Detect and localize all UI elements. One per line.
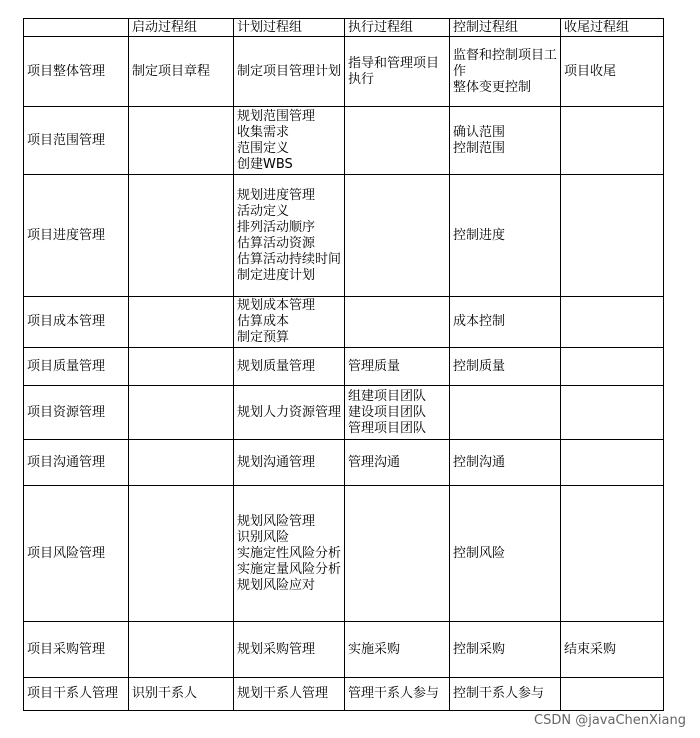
- initiating-process-cell: [129, 297, 234, 348]
- controlling-process-cell: [450, 622, 561, 678]
- controlling-process-cell: [450, 348, 561, 386]
- header-executing: 执行过程组: [345, 19, 450, 37]
- controlling-process-cell: [450, 107, 561, 175]
- process-item: 估算活动持续时间: [237, 251, 342, 267]
- table-row: [24, 107, 664, 175]
- executing-process-cell: [345, 486, 450, 622]
- knowledge-area-cell: 项目沟通管理: [24, 440, 129, 486]
- initiating-process-cell: [129, 37, 234, 107]
- process-item: 确认范围: [453, 124, 506, 140]
- knowledge-area-cell: 项目整体管理: [24, 37, 129, 107]
- executing-process-cell: [345, 622, 450, 678]
- planning-process-cell: [234, 386, 345, 440]
- process-item: 管理质量: [348, 358, 401, 374]
- process-item: 规划质量管理: [237, 358, 316, 374]
- process-item: 制定项目管理计划: [237, 63, 342, 79]
- header-planning: 计划过程组: [234, 19, 345, 37]
- process-item: 管理干系人参与: [348, 686, 440, 701]
- executing-process-cell: [345, 107, 450, 175]
- table-row: [24, 348, 664, 386]
- initiating-process-cell: [129, 622, 234, 678]
- process-item: 排列活动顺序: [237, 219, 316, 235]
- closing-process-cell: [561, 440, 664, 486]
- process-item: 控制范围: [453, 140, 506, 156]
- process-item: 规划人力资源管理: [237, 404, 342, 420]
- controlling-process-cell: [450, 175, 561, 297]
- header-controlling: 控制过程组: [450, 19, 561, 37]
- initiating-process-cell: [129, 348, 234, 386]
- closing-process-cell: [561, 37, 664, 107]
- executing-process-cell: [345, 297, 450, 348]
- planning-process-cell: [234, 348, 345, 386]
- process-item: 指导和管理项目执行: [348, 55, 440, 87]
- process-item: 规划采购管理: [237, 641, 316, 657]
- planning-process-cell: [234, 622, 345, 678]
- process-item: 规划风险应对: [237, 577, 316, 593]
- table-row: [24, 622, 664, 678]
- process-item: 制定项目章程: [132, 63, 211, 79]
- knowledge-area-cell: 项目资源管理: [24, 386, 129, 440]
- process-item: 规划沟通管理: [237, 454, 316, 470]
- executing-process-cell: [345, 678, 450, 711]
- process-item: 控制干系人参与: [453, 686, 545, 701]
- process-item: 实施定性风险分析: [237, 545, 342, 561]
- process-item: 项目收尾: [564, 63, 617, 79]
- table-row: [24, 486, 664, 622]
- table-header-row: [24, 19, 664, 37]
- table-row: [24, 440, 664, 486]
- closing-process-cell: [561, 348, 664, 386]
- watermark: CSDN @javaChenXiang: [534, 713, 686, 728]
- process-item: 整体变更控制: [453, 79, 532, 95]
- closing-process-cell: [561, 622, 664, 678]
- planning-process-cell: [234, 107, 345, 175]
- process-item: 建设项目团队: [348, 404, 427, 420]
- initiating-process-cell: [129, 440, 234, 486]
- planning-process-cell: [234, 175, 345, 297]
- controlling-process-cell: [450, 486, 561, 622]
- planning-process-cell: [234, 678, 345, 711]
- process-item: 估算成本: [237, 314, 290, 329]
- table-row: [24, 297, 664, 348]
- process-item: 制定进度计划: [237, 267, 316, 283]
- controlling-process-cell: [450, 297, 561, 348]
- closing-process-cell: [561, 107, 664, 175]
- process-item: 结束采购: [564, 641, 617, 657]
- controlling-process-cell: [450, 440, 561, 486]
- process-item: 控制采购: [453, 641, 506, 657]
- process-item: 范围定义: [237, 140, 290, 156]
- closing-process-cell: [561, 175, 664, 297]
- process-item: 实施采购: [348, 641, 401, 657]
- process-item: 控制质量: [453, 358, 506, 374]
- knowledge-area-cell: 项目风险管理: [24, 486, 129, 622]
- knowledge-area-cell: 项目质量管理: [24, 348, 129, 386]
- table-row: [24, 678, 664, 711]
- process-item: 制定预算: [237, 330, 290, 345]
- process-item: 活动定义: [237, 203, 290, 219]
- table-row: [24, 175, 664, 297]
- header-initiating: 启动过程组: [129, 19, 234, 37]
- process-item: 估算活动资源: [237, 235, 316, 251]
- process-item: 规划干系人管理: [237, 686, 329, 701]
- table-body: [24, 37, 664, 711]
- knowledge-area-cell: 项目成本管理: [24, 297, 129, 348]
- header-closing: 收尾过程组: [561, 19, 664, 37]
- planning-process-cell: [234, 486, 345, 622]
- process-item: 实施定量风险分析: [237, 561, 342, 577]
- process-item: 管理项目团队: [348, 420, 427, 436]
- executing-process-cell: [345, 175, 450, 297]
- initiating-process-cell: [129, 175, 234, 297]
- planning-process-cell: [234, 297, 345, 348]
- executing-process-cell: [345, 348, 450, 386]
- process-item: 监督和控制项目工作: [453, 47, 558, 79]
- process-item: 控制进度: [453, 227, 506, 243]
- closing-process-cell: [561, 486, 664, 622]
- process-item: 成本控制: [453, 314, 506, 329]
- process-item: 识别风险: [237, 529, 290, 545]
- process-item: 组建项目团队: [348, 388, 427, 404]
- initiating-process-cell: [129, 486, 234, 622]
- knowledge-area-cell: 项目干系人管理: [24, 678, 129, 711]
- process-item: 收集需求: [237, 124, 290, 140]
- controlling-process-cell: [450, 386, 561, 440]
- knowledge-area-cell: 项目范围管理: [24, 107, 129, 175]
- process-item: 创建WBS: [237, 156, 293, 172]
- initiating-process-cell: [129, 386, 234, 440]
- executing-process-cell: [345, 37, 450, 107]
- process-item: 控制沟通: [453, 454, 506, 470]
- closing-process-cell: [561, 386, 664, 440]
- knowledge-area-cell: 项目进度管理: [24, 175, 129, 297]
- executing-process-cell: [345, 440, 450, 486]
- process-item: 规划成本管理: [237, 298, 316, 313]
- planning-process-cell: [234, 37, 345, 107]
- controlling-process-cell: [450, 678, 561, 711]
- process-item: 规划进度管理: [237, 187, 316, 203]
- process-item: 管理沟通: [348, 454, 401, 470]
- process-item: 识别干系人: [132, 686, 198, 701]
- closing-process-cell: [561, 297, 664, 348]
- executing-process-cell: [345, 386, 450, 440]
- planning-process-cell: [234, 440, 345, 486]
- header-corner: [24, 19, 129, 37]
- closing-process-cell: [561, 678, 664, 711]
- initiating-process-cell: [129, 107, 234, 175]
- process-group-table: [23, 18, 664, 711]
- knowledge-area-cell: 项目采购管理: [24, 622, 129, 678]
- controlling-process-cell: [450, 37, 561, 107]
- initiating-process-cell: [129, 678, 234, 711]
- table-row: [24, 386, 664, 440]
- table-row: [24, 37, 664, 107]
- process-item: 规划风险管理: [237, 513, 316, 529]
- process-item: 控制风险: [453, 545, 506, 561]
- process-item: 规划范围管理: [237, 108, 316, 124]
